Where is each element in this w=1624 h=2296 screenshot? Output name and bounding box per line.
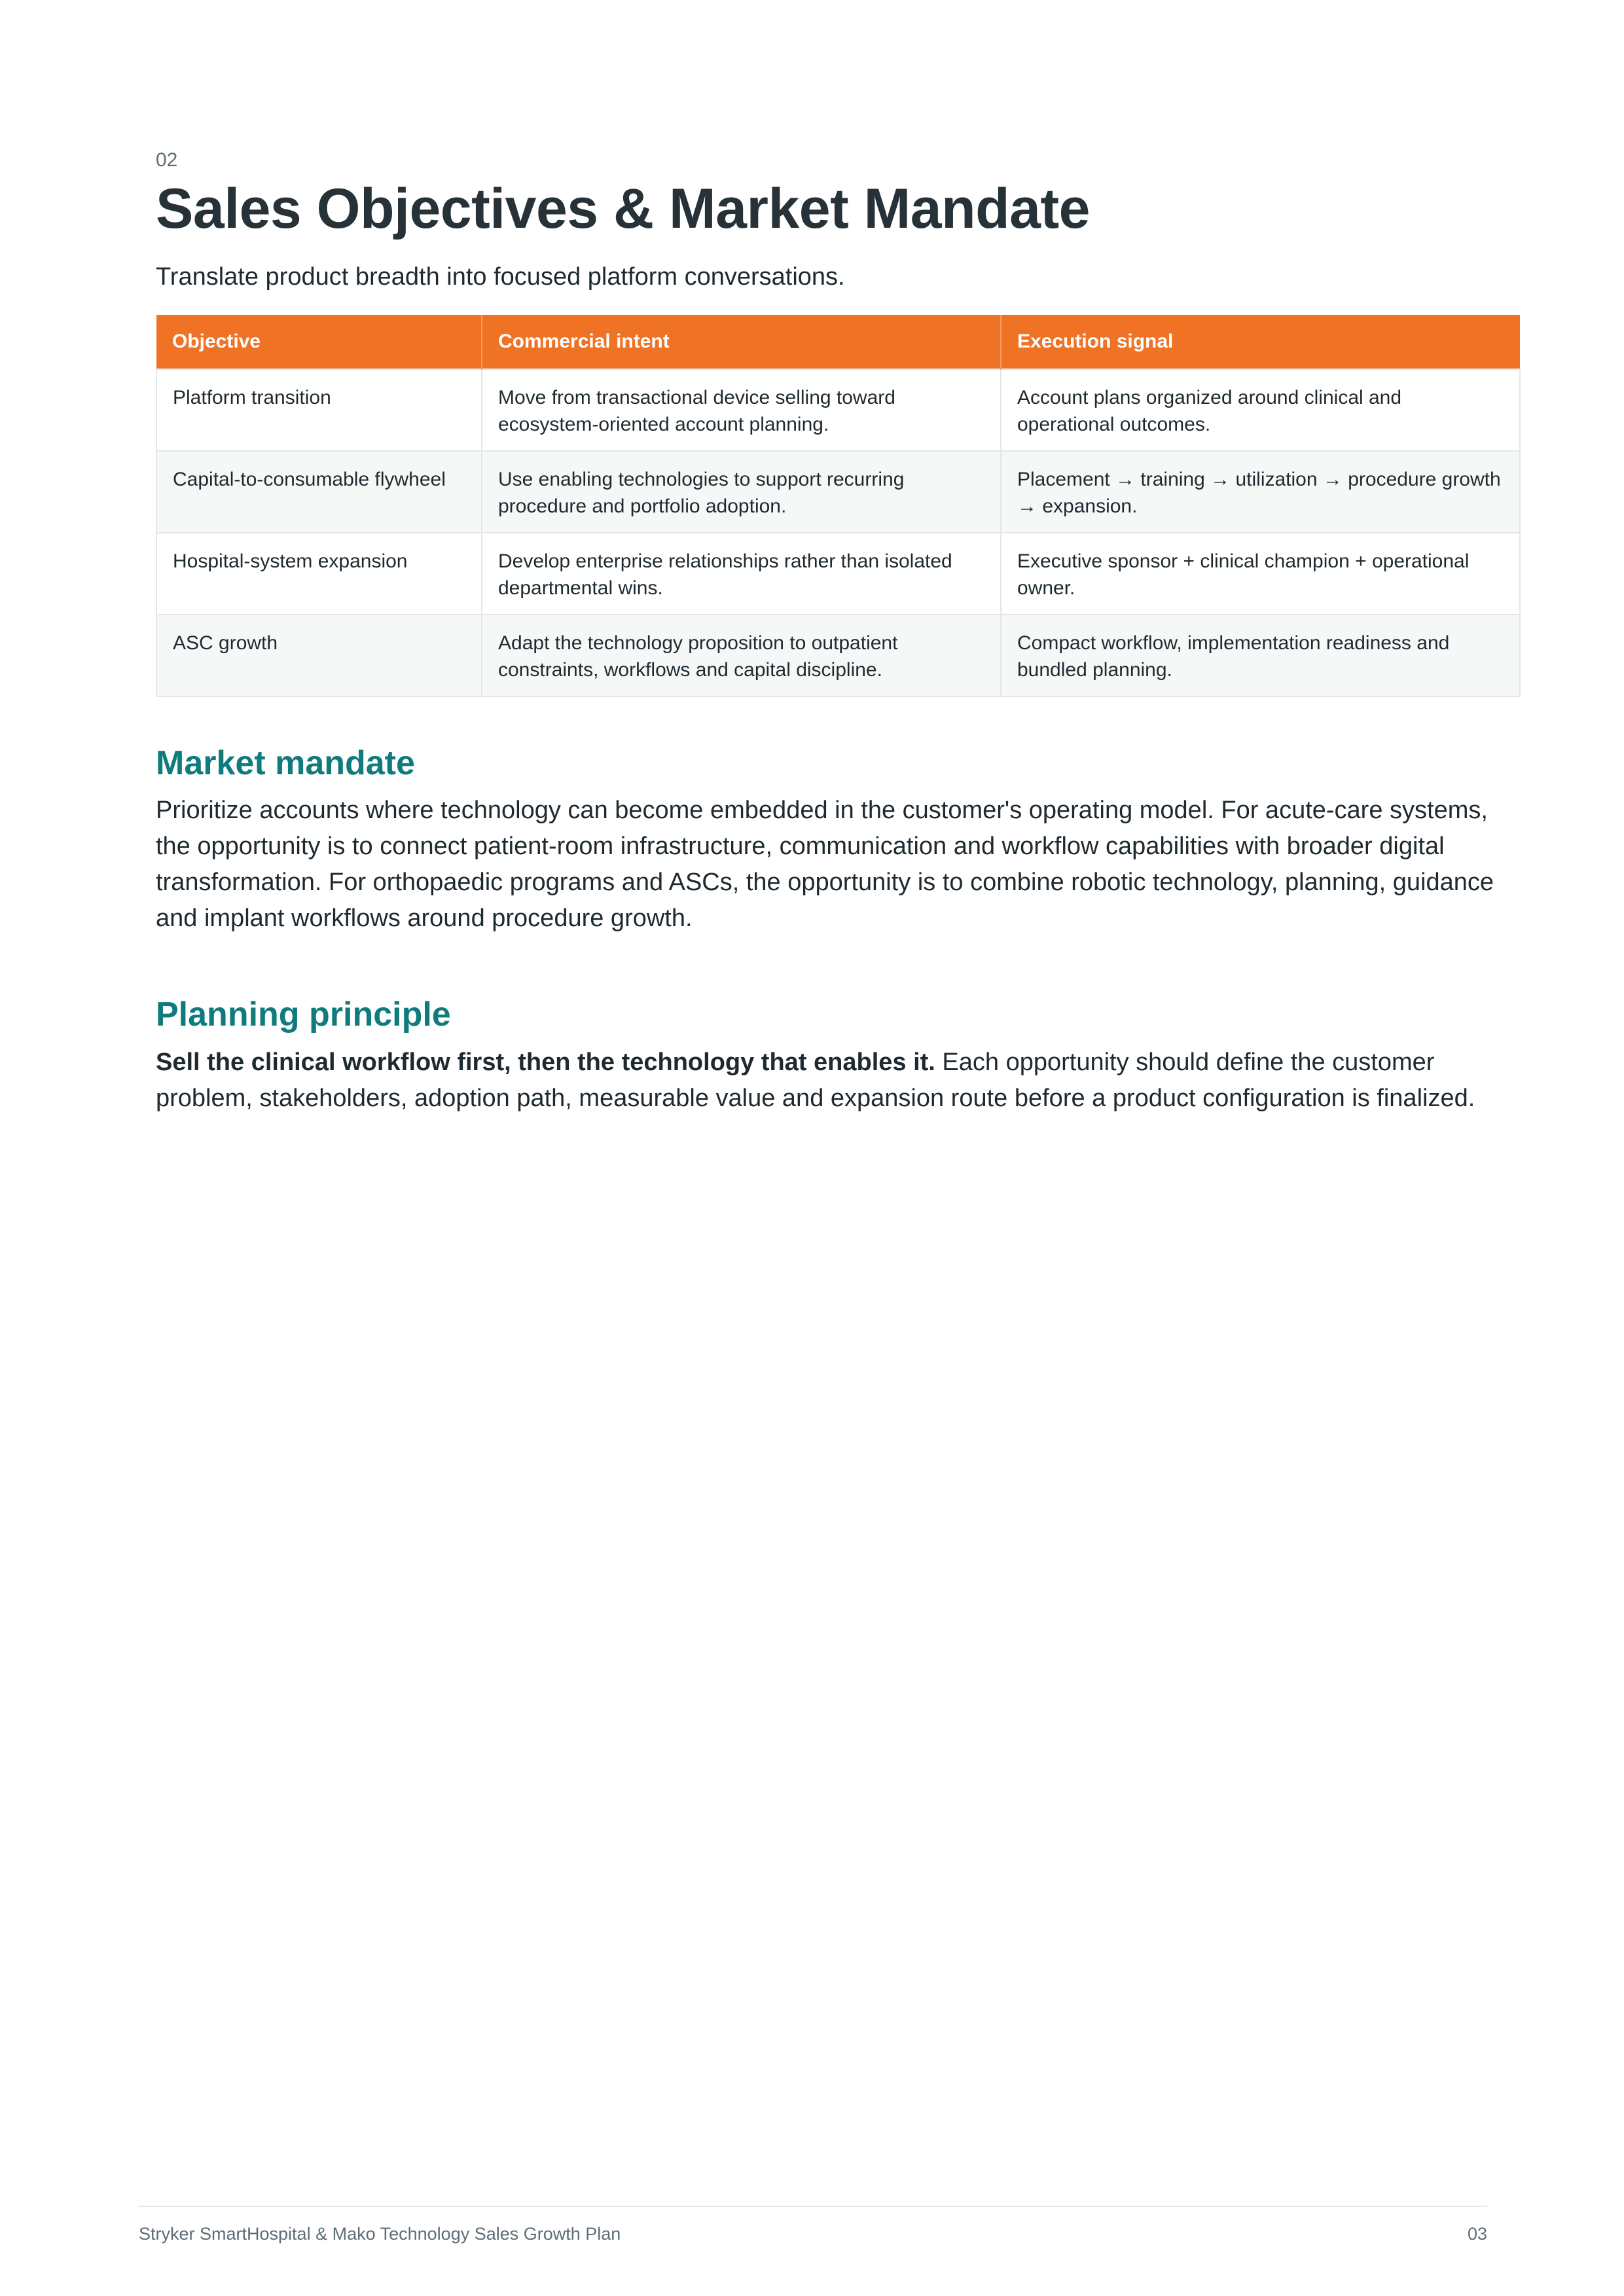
table-cell: Platform transition: [156, 369, 482, 451]
market-mandate-body: Prioritize accounts where technology can become embedded in the customer's operating model. For acute-care systems, the opportunity is to connect patient-room infrastructure, communication and workflow capabilities with broader digital transformation. For orthopaedic programs and ASCs, the opportunity is to combine robotic technology, planning, guidance and implant workflows around procedure growth.: [156, 797, 1494, 932]
column-header-commercial-intent: Commercial intent: [482, 315, 1001, 369]
column-header-execution-signal: Execution signal: [1001, 315, 1520, 369]
table-header-row: [156, 315, 1520, 369]
page-title: Sales Objectives & Market Mandate: [156, 177, 1090, 240]
table-cell: Placement → training → utilization → procedure growth → expansion.: [1001, 451, 1520, 533]
planning-principle-heading: Planning principle: [156, 996, 451, 1033]
table-cell: Hospital-system expansion: [156, 533, 482, 615]
page-subtitle: Translate product breadth into focused platform conversations.: [156, 263, 845, 291]
footer-page-number: 03: [1467, 2224, 1487, 2244]
planning-principle-lead: Sell the clinical workflow first, then the technology that enables it.: [156, 1049, 935, 1076]
table-row: [156, 615, 1520, 696]
table-cell: Develop enterprise relationships rather than isolated departmental wins.: [482, 533, 1001, 615]
table-cell: ASC growth: [156, 615, 482, 696]
market-mandate-heading: Market mandate: [156, 744, 415, 782]
table-row: [156, 369, 1520, 451]
footer-document-title: Stryker SmartHospital & Mako Technology Sales Growth Plan: [139, 2224, 621, 2244]
table-row: [156, 451, 1520, 533]
table-cell: Capital-to-consumable flywheel: [156, 451, 482, 533]
objectives-table: [156, 315, 1521, 697]
table-row: [156, 533, 1520, 615]
table-cell: Use enabling technologies to support recurring procedure and portfolio adoption.: [482, 451, 1001, 533]
table-cell: Account plans organized around clinical and operational outcomes.: [1001, 369, 1520, 451]
table-cell: Move from transactional device selling toward ecosystem-oriented account planning.: [482, 369, 1001, 451]
column-header-objective: Objective: [156, 315, 482, 369]
table-cell: Executive sponsor + clinical champion + operational owner.: [1001, 533, 1520, 615]
planning-principle-body: [156, 1045, 1519, 1117]
footer-divider: [139, 2206, 1487, 2207]
section-number: 02: [156, 149, 178, 171]
table-cell: Compact workflow, implementation readiness and bundled planning.: [1001, 615, 1520, 696]
table-cell: Adapt the technology proposition to outpatient constraints, workflows and capital discipline.: [482, 615, 1001, 696]
planning-principle-text: Each opportunity should define the customer problem, stakeholders, adoption path, measurable value and expansion route before a product configuration is finalized.: [156, 1049, 1475, 1112]
